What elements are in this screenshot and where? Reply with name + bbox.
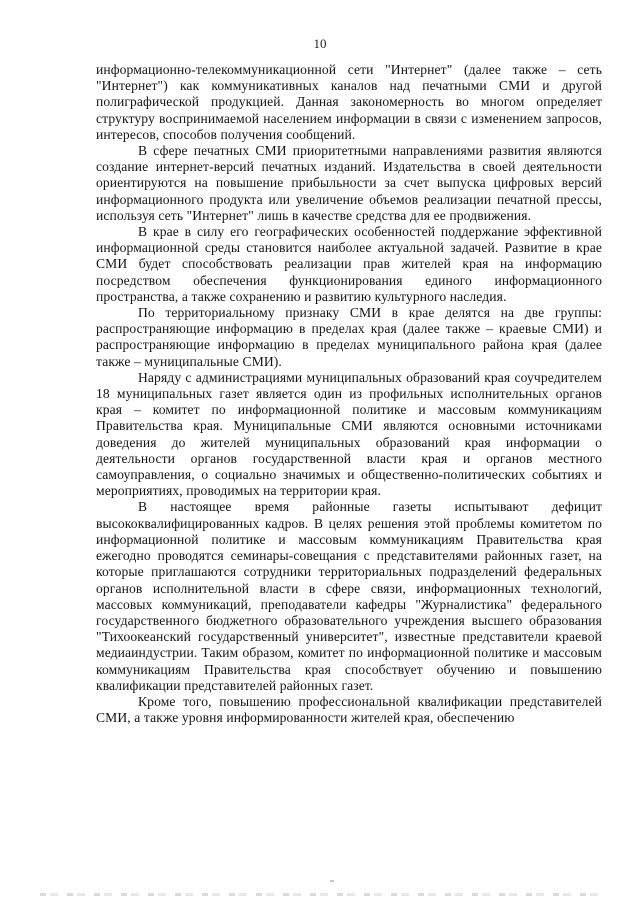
paragraph: Наряду с администрациями муниципальных образований края соучредителем 18 муниципальных газет является один из профильных исполнительных органов края – комитет по информационной политике и массовым коммуникациям Правительства края. Муниципальные СМИ являются основными источниками доведения до жителей муниципальных образований края информации о деятельности органов государственной власти края и органов местного самоуправления, о социально значимых и общественно-политических событиях и мероприятиях, проводимых на территории края.	[96, 369, 602, 499]
document-body	[96, 62, 602, 726]
scan-artifact	[330, 880, 334, 882]
page-number: 10	[313, 36, 327, 51]
paragraph: В крае в силу его географических особенностей поддержание эффективной информационной среды становится наиболее актуальной задачей. Развитие в крае СМИ будет способствовать реализации прав жителей края на информацию посредством обеспечения функционирования единого информационного пространства, а также сохранению и развитию культурного наследия.	[96, 224, 602, 304]
paragraph-continued: информационно-телекоммуникационной сети "Интернет" (далее также – сеть "Интернет") как коммуникативных каналов над печатными СМИ и другой полиграфической продукцией. Данная закономерность во многом определяет структуру воспринимаемой населением информации в связи с изменением запросов, интересов, способов получения сообщений.	[96, 62, 602, 142]
paragraph: В настоящее время районные газеты испытывают дефицит высококвалифицированных кадров. В целях решения этой проблемы комитетом по информационной политике и массовым коммуникациям Правительства края ежегодно проводятся семинары-совещания с представителями районных газет, на которые приглашаются сотрудники территориальных подразделений федеральных органов исполнительной власти в сфере связи, информационных технологий, массовых коммуникаций, преподаватели кафедры "Журналистика" федерального государственного бюджетного образовательного учреждения высшего образования "Тихоокеанский государственный университет", известные представители краевой медиаиндустрии. Таким образом, комитет по информационной политике и массовым коммуникациям Правительства края способствует обучению и повышению квалификации представителей районных газет.	[96, 499, 602, 693]
paragraph: По территориальному признаку СМИ в крае делятся на две группы: распространяющие информацию в пределах края (далее также – краевые СМИ) и распространяющие информацию в пределах муниципального района края (далее также – муниципальные СМИ).	[96, 305, 602, 369]
scan-artifact-footer	[40, 893, 600, 896]
paragraph: В сфере печатных СМИ приоритетными направлениями развития являются создание интернет-версий печатных изданий. Издательства в своей деятельности ориентируются на повышение прибыльности за счет выпуска цифровых версий информационного продукта или увеличение объемов реализации печатной прессы, используя сеть "Интернет" лишь в качестве средства для ее продвижения.	[96, 143, 602, 223]
paragraph: Кроме того, повышению профессиональной квалификации представителей СМИ, а также уровня информированности жителей края, обеспечению	[96, 693, 602, 726]
